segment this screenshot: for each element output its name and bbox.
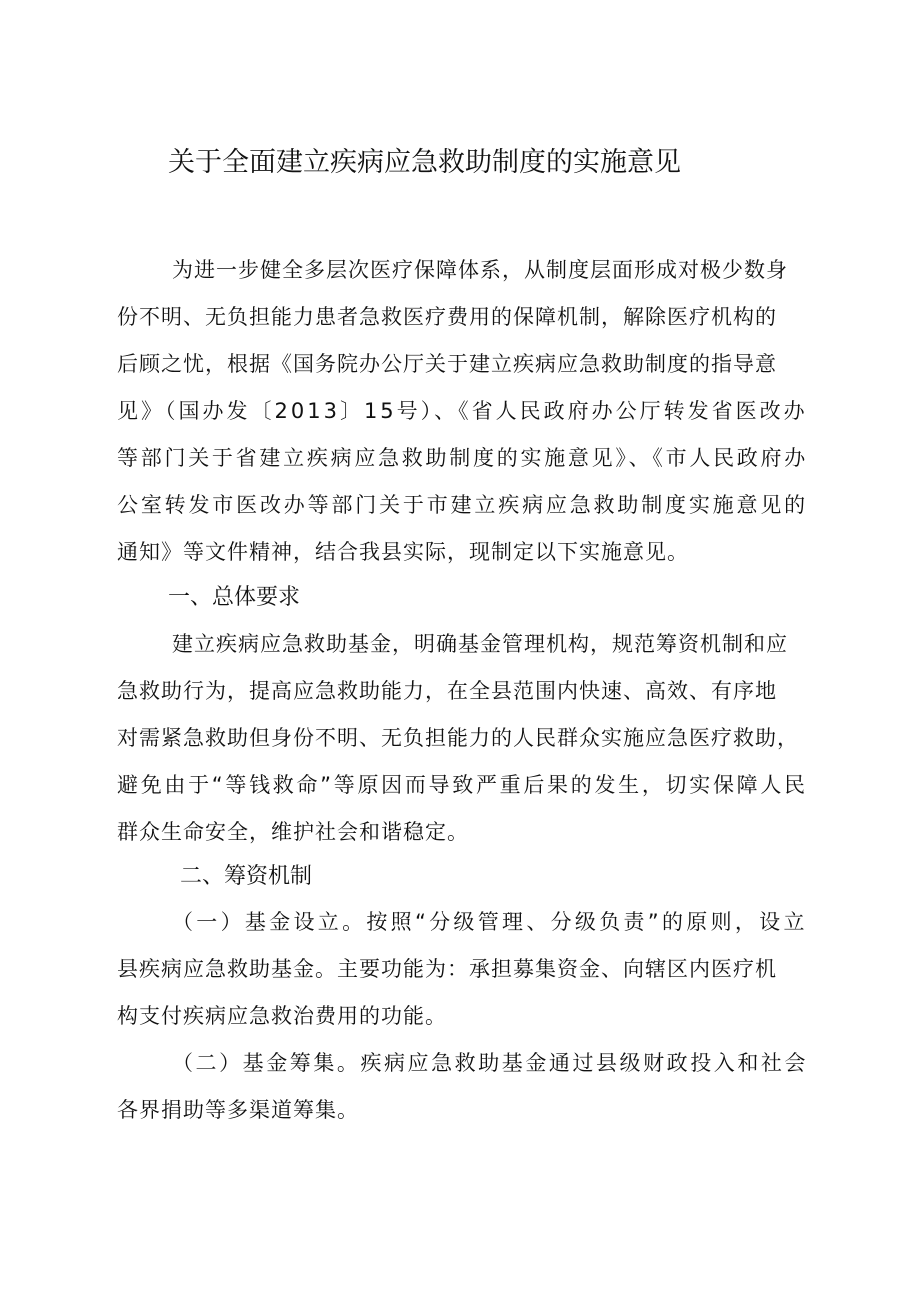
section1-line: 避免由于“等钱救命”等原因而导致严重后果的发生，切实保障人民 bbox=[117, 773, 808, 797]
section1-line: 急救助行为，提高应急救助能力，在全县范围内快速、高效、有序地 bbox=[117, 679, 777, 703]
section2-item2-line: （二）基金筹集。疾病应急救助基金通过县级财政投入和社会 bbox=[172, 1051, 808, 1075]
intro-line: 份不明、无负担能力患者急救医疗费用的保障机制，解除医疗机构的 bbox=[117, 305, 777, 329]
section2-item1-line: 县疾病应急救助基金。主要功能为：承担募集资金、向辖区内医疗机 bbox=[117, 957, 777, 981]
section1-line: 建立疾病应急救助基金，明确基金管理机构，规范筹资机制和应 bbox=[172, 632, 788, 656]
section1-line: 群众生命安全，维护社会和谐稳定。 bbox=[117, 820, 469, 844]
section1-line: 对需紧急救助但身份不明、无负担能力的人民群众实施应急医疗救助， bbox=[117, 726, 799, 750]
intro-line: 后顾之忧，根据《国务院办公厅关于建立疾病应急救助制度的指导意 bbox=[117, 352, 777, 376]
intro-line: 公室转发市医改办等部门关于市建立疾病应急救助制度实施意见的 bbox=[117, 493, 808, 517]
intro-line: 见》（国办发〔2013〕15号）、《省人民政府办公厅转发省医改办 bbox=[117, 399, 808, 423]
intro-line: 等部门关于省建立疾病应急救助制度的实施意见》、《市人民政府办 bbox=[117, 446, 808, 470]
intro-line: 通知》等文件精神，结合我县实际，现制定以下实施意见。 bbox=[117, 540, 689, 564]
section2-item1-line: 构支付疾病应急救治费用的功能。 bbox=[117, 1004, 447, 1028]
section-heading: 二、筹资机制 bbox=[180, 864, 313, 889]
section2-item2-line: 各界捐助等多渠道筹集。 bbox=[117, 1098, 359, 1122]
section-heading: 一、总体要求 bbox=[168, 585, 301, 610]
intro-line: 为进一步健全多层次医疗保障体系，从制度层面形成对极少数身 bbox=[172, 258, 788, 282]
section2-item1-line: （一）基金设立。按照“分级管理、分级负责”的原则，设立 bbox=[172, 910, 808, 934]
document-title: 关于全面建立疾病应急救助制度的实施意见 bbox=[168, 147, 681, 178]
